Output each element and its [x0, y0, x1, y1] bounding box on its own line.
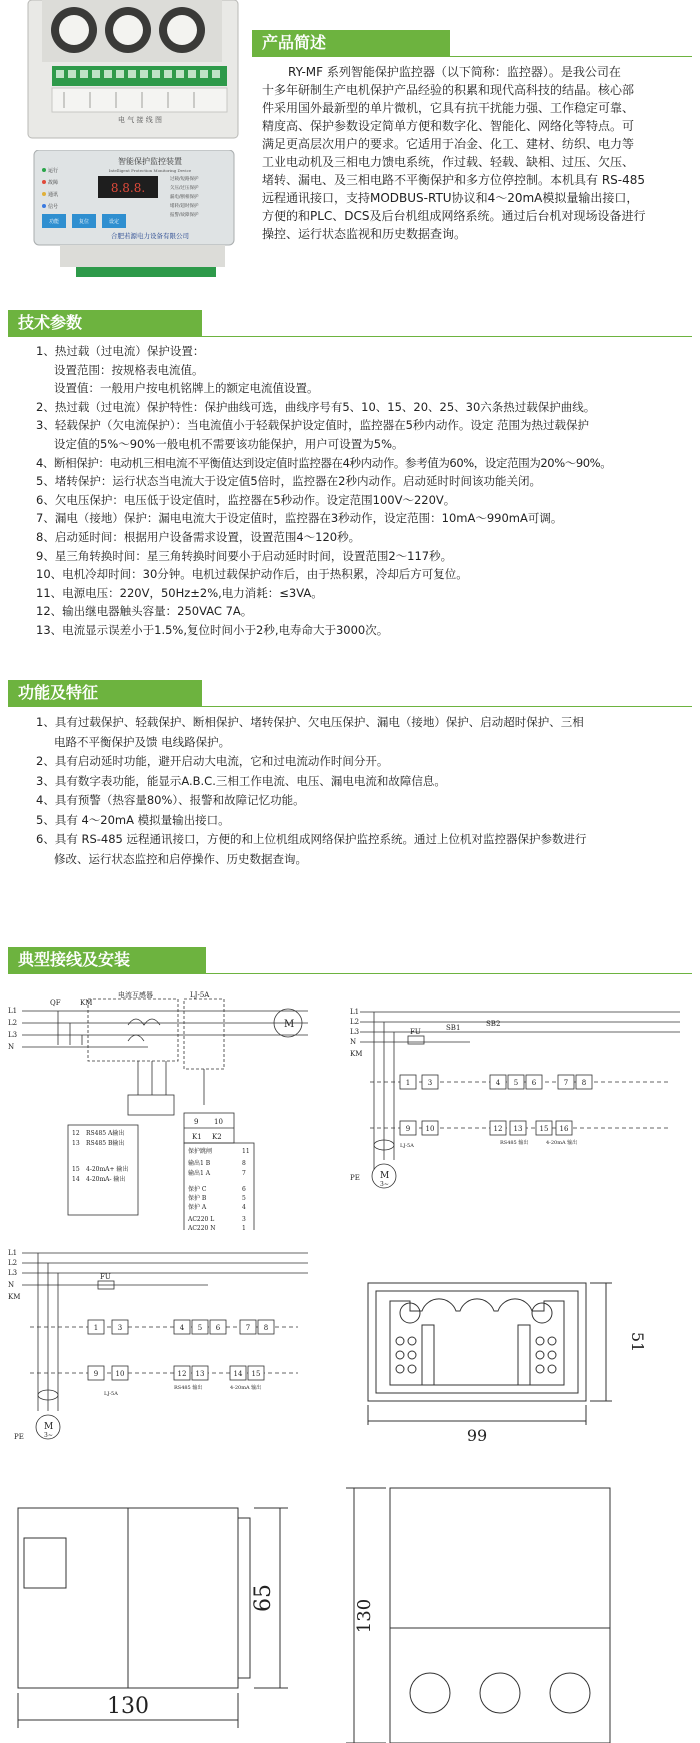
d1-phase-l3: L3: [8, 1031, 18, 1039]
d1-motor: M: [284, 1019, 295, 1030]
d2-sb1: SB1: [446, 1024, 461, 1032]
d1-row-r: 8: [242, 1160, 246, 1167]
install-section-title: 典型接线及安装: [8, 947, 206, 973]
tech-line: 10、电机冷却时间：30分钟。电机过载保护动作后，由于热积累，冷却后方可复位。: [36, 567, 468, 582]
terminal-top-label: 8: [263, 1324, 269, 1332]
terminal-bottom-label: 9: [93, 1370, 99, 1378]
d1-km: KM: [80, 999, 93, 1007]
side-dim-width: 130: [107, 1694, 149, 1719]
product-intro: [262, 63, 692, 243]
d1-row-label: 保护 B: [188, 1195, 207, 1202]
d1-lj: LJ-5A: [190, 991, 210, 999]
product-title-rule: [252, 56, 692, 57]
indicator-label-3: 信号: [48, 204, 59, 210]
terminal-top-label: 1: [93, 1324, 99, 1332]
terminal-bottom-label: 10: [115, 1370, 125, 1378]
intro-line: 精度高、保护参数设定简单方便和数字化、智能化、网络化等特点。可: [262, 119, 635, 133]
d3-motor-sub: 3~: [44, 1432, 53, 1439]
feature-line: 4、具有预警（热容量80%）、报警和故障记忆功能。: [36, 793, 305, 807]
d1-row-label: RS485 A输出: [86, 1130, 125, 1137]
indicator-label-0: 运行: [48, 168, 59, 174]
d1-term-10: 10: [214, 1118, 223, 1126]
device-photo-front: [20, 150, 252, 285]
feature-title-rule: [8, 706, 692, 707]
feature-line: 1、具有过载保护、轻载保护、断相保护、堵转保护、欠电压保护、漏电（接地）保护、启动超时保护、三相: [36, 715, 584, 729]
install-title-rule: [8, 973, 692, 974]
terminal-bottom-label: 16: [559, 1125, 569, 1133]
d1-row-n: 15: [72, 1166, 80, 1173]
front-dim-height: 51: [628, 1331, 647, 1353]
terminal-bottom-label: 12: [493, 1125, 503, 1133]
wiring-diagram-2: [350, 1000, 690, 1200]
terminal-top-label: 7: [563, 1079, 569, 1087]
d1-row-n: 14: [72, 1176, 80, 1183]
d3-phase-l1: L1: [8, 1249, 18, 1257]
d2-phase-l2: L2: [350, 1018, 360, 1026]
d1-row-n: 13: [72, 1140, 80, 1147]
d3-ma: 4-20mA 输出: [230, 1385, 262, 1391]
terminal-top-label: 3: [427, 1079, 433, 1087]
d2-ma: 4-20mA 输出: [546, 1140, 578, 1146]
intro-line: RY-MF 系列智能保护监控器（以下简称：监控器）。是我公司在: [288, 65, 621, 79]
d1-row-r: 3: [242, 1216, 246, 1223]
d1-row-label: 保护 A: [188, 1204, 207, 1211]
d1-term-k2: K2: [212, 1133, 222, 1141]
intro-line: 件采用国外最新型的单片微机，它具有抗干扰能力强、工作稳定可靠、: [262, 101, 635, 115]
d2-km: KM: [350, 1050, 363, 1058]
feature-section-title: 功能及特征: [8, 680, 202, 706]
tech-line: 1、热过载（过电流）保护设置：: [36, 344, 205, 358]
d2-sb2: SB2: [486, 1020, 501, 1028]
device-photo-top: [20, 0, 252, 145]
d1-row-label: 保护 C: [188, 1186, 207, 1193]
device-note-2: 漏电/断相保护: [170, 195, 199, 200]
terminal-bottom-label: 12: [177, 1370, 187, 1378]
product-section-title: 产品简述: [252, 30, 450, 56]
terminal-bottom-label: 13: [513, 1125, 523, 1133]
feature-line: 3、具有数字表功能，能显示A.B.C.三相工作电流、电压、漏电电流和故障信息。: [36, 773, 446, 788]
device-button-0: 功能: [48, 219, 60, 225]
feature-line: 2、具有启动延时功能，避开启动大电流，它和过电流动作时间分开。: [36, 754, 389, 768]
intro-line: 操控、运行状态监视和历史数据查询。: [262, 227, 467, 241]
d1-phase-n: N: [8, 1043, 15, 1051]
tech-title-rule: [8, 336, 692, 337]
d1-phase-l1: L1: [8, 1007, 18, 1015]
d1-qf: QF: [50, 999, 61, 1007]
device-front-company: 合肥若源电力设备有限公司: [111, 232, 189, 240]
terminal-top-label: 3: [117, 1324, 123, 1332]
terminal-bottom-label: 15: [251, 1370, 261, 1378]
d2-rs485: RS485 输出: [500, 1140, 529, 1146]
tech-line: 12、输出继电器触头容量：250VAC 7A。: [36, 604, 253, 619]
tech-line: 2、热过载（过电流）保护特性：保护曲线可选，曲线序号有5、10、15、20、25、30六条热过载保护曲线。: [36, 399, 596, 414]
terminal-top-label: 5: [197, 1324, 203, 1332]
wiring-diagram-3: [8, 1245, 318, 1450]
tech-line: 13、电流显示误差小于1.5%,复位时间小于2秒,电寿命大于3000次。: [36, 622, 389, 637]
d2-motor-sub: 3~: [380, 1181, 389, 1188]
device-note-0: 过载/短路保护: [170, 177, 199, 182]
top-dim-height: 130: [354, 1598, 375, 1634]
d3-motor: M: [44, 1422, 54, 1432]
tech-line: 6、欠电压保护：电压低于设定值时，监控器在5秒动作。设定范围100V～220V。: [36, 492, 456, 507]
terminal-bottom-label: 10: [425, 1125, 435, 1133]
device-note-1: 欠压/过压保护: [170, 186, 199, 191]
d2-phase-n: N: [350, 1038, 357, 1046]
device-front-title: 智能保护监控装置: [118, 157, 182, 166]
d3-pe: PE: [14, 1433, 24, 1441]
terminal-bottom-label: 9: [405, 1125, 411, 1133]
feature-line: 6、具有 RS-485 远程通讯接口，方便的和上位机组成网络保护监控系统。通过上位机对监控器保护参数进行: [36, 832, 587, 846]
d1-term-k1: K1: [192, 1133, 202, 1141]
d1-row-label: RS485 B输出: [86, 1140, 125, 1147]
d1-term-9: 9: [194, 1118, 199, 1126]
terminal-bottom-label: 13: [195, 1370, 205, 1378]
tech-line: 9、星三角转换时间：星三角转换时间要小于启动延时时间，设置范围2～117秒。: [36, 548, 453, 563]
d1-row-r: 4: [242, 1204, 246, 1211]
intro-line: 远程通讯接口，支持MODBUS-RTU协议和4～20mA模拟量输出接口，: [262, 191, 639, 205]
d3-phase-l2: L2: [8, 1259, 18, 1267]
intro-line: 满足更高层次用户的要求。它适用于冶金、化工、建材、纺织、电力等: [262, 137, 635, 151]
d1-row-label: 4-20mA- 输出: [86, 1176, 126, 1183]
tech-line: 5、堵转保护：运行状态当电流大于设定值5倍时，监控器在2秒内动作。启动延时时间该功能关闭。: [36, 474, 541, 489]
d1-row-label: 4-20mA+ 输出: [86, 1166, 129, 1173]
d1-row-label: AC220 L: [188, 1216, 215, 1223]
side-dimension-drawing: [8, 1468, 318, 1743]
tech-line: 8、启动延时间：根据用户设备需求设置，设置范围4～120秒。: [36, 529, 361, 544]
tech-line: 3、轻载保护（欠电流保护）：当电流值小于轻载保护设定值时，监控器在5秒内动作。设定 范围为热过载保护: [36, 418, 590, 433]
d1-row-r: 1: [242, 1225, 246, 1230]
tech-line: 7、漏电（接地）保护：漏电电流大于设定值时，监控器在3秒动作，设定范围：10mA～990mA可调。: [36, 511, 563, 526]
terminal-bottom-label: 14: [233, 1370, 243, 1378]
tech-line: 设置范围：按规格表电流值。: [54, 362, 204, 377]
tech-line: 设置值：一般用户按电机铭牌上的额定电流值设置。: [54, 381, 319, 396]
terminal-top-label: 6: [215, 1324, 221, 1332]
front-dim-width: 99: [466, 1426, 488, 1445]
tech-line: 11、电源电压：220V，50Hz±2%,电力消耗：≤3VA。: [36, 585, 323, 600]
terminal-top-label: 4: [495, 1079, 501, 1087]
d1-row-r: 5: [242, 1195, 246, 1202]
terminal-top-label: 1: [405, 1079, 411, 1087]
tech-line: 4、断相保护：电动机三相电流不平衡值达到设定值时监控器在4秒内动作。参考值为60%，设定范围为20%～90%。: [36, 455, 612, 470]
d1-row-n: 12: [72, 1130, 80, 1137]
d3-lj: LJ-5A: [104, 1391, 118, 1397]
d1-row-r: 11: [242, 1148, 250, 1155]
front-dimension-drawing: [350, 1265, 650, 1450]
d1-phase-l2: L2: [8, 1019, 18, 1027]
d2-motor: M: [380, 1171, 390, 1181]
d1-row-label: 保护跳闸: [188, 1148, 213, 1155]
tech-params-list: [36, 342, 696, 640]
terminal-top-label: 4: [179, 1324, 185, 1332]
tech-line: 设定值的5%～90%一般电机不需要该功能保护，用户可设置为5%。: [54, 436, 404, 451]
terminal-top-label: 7: [245, 1324, 251, 1332]
d1-row-label: 输出1 A: [188, 1170, 211, 1177]
d3-km: KM: [8, 1293, 21, 1301]
d2-pe: PE: [350, 1174, 360, 1182]
d1-row-label: 输出1 B: [188, 1160, 211, 1167]
d1-row-r: 7: [242, 1170, 246, 1177]
tech-section-title: 技术参数: [8, 310, 202, 336]
d2-phase-l3: L3: [350, 1028, 360, 1036]
d3-rs485: RS485 输出: [174, 1385, 203, 1391]
intro-line: 十多年研制生产电机保护产品经验的积累和现代高科技的结晶。核心部: [262, 83, 635, 97]
d2-phase-l1: L1: [350, 1008, 360, 1016]
d3-phase-l3: L3: [8, 1269, 18, 1277]
indicator-label-1: 故障: [48, 180, 59, 186]
feature-line: 修改、运行状态监控和启停操作、历史数据查询。: [54, 851, 307, 866]
side-dim-height: 65: [251, 1584, 276, 1612]
device-note-4: 报警/故障保护: [170, 213, 199, 218]
terminal-bottom-label: 15: [539, 1125, 549, 1133]
wiring-diagram-1: [8, 985, 328, 1230]
device-front-subtitle: Intelligent Protection Monitoring Device: [108, 168, 192, 173]
top-dimension-drawing: [340, 1478, 640, 1743]
svg-text:8.8.8.: 8.8.8.: [110, 181, 146, 195]
feature-line: 电路不平衡保护及馈 电线路保护。: [54, 734, 231, 749]
d2-lj: LJ-5A: [400, 1143, 414, 1149]
intro-line: 方便的和PLC、DCS及后台机组成网络系统。通过后台机对现场设备进行: [262, 209, 646, 223]
intro-line: 堵转、漏电、及三相电路不平衡保护和多方位停控制。本机具有 RS-485: [262, 173, 646, 187]
d3-fu: FU: [100, 1273, 111, 1281]
d2-fu: FU: [410, 1028, 421, 1036]
terminal-top-label: 6: [531, 1079, 537, 1087]
d1-row-label: AC220 N: [188, 1225, 216, 1230]
device-button-1: 复位: [78, 219, 90, 225]
device-top-label: 电 气 接 线 图: [118, 116, 162, 124]
feature-list: [36, 713, 696, 869]
d1-sensor: 电流互感器: [118, 991, 153, 999]
terminal-top-label: 8: [581, 1079, 587, 1087]
d3-phase-n: N: [8, 1281, 15, 1289]
feature-line: 5、具有 4～20mA 模拟量输出接口。: [36, 812, 230, 827]
indicator-label-2: 通讯: [48, 192, 59, 198]
intro-line: 工业电动机及三相电力馈电系统，作过载、轻载、缺相、过压、欠压、: [262, 155, 635, 169]
terminal-top-label: 5: [513, 1079, 519, 1087]
d1-row-r: 6: [242, 1186, 246, 1193]
device-button-2: 设定: [108, 219, 120, 225]
device-note-3: 堵转/超时保护: [170, 204, 199, 209]
